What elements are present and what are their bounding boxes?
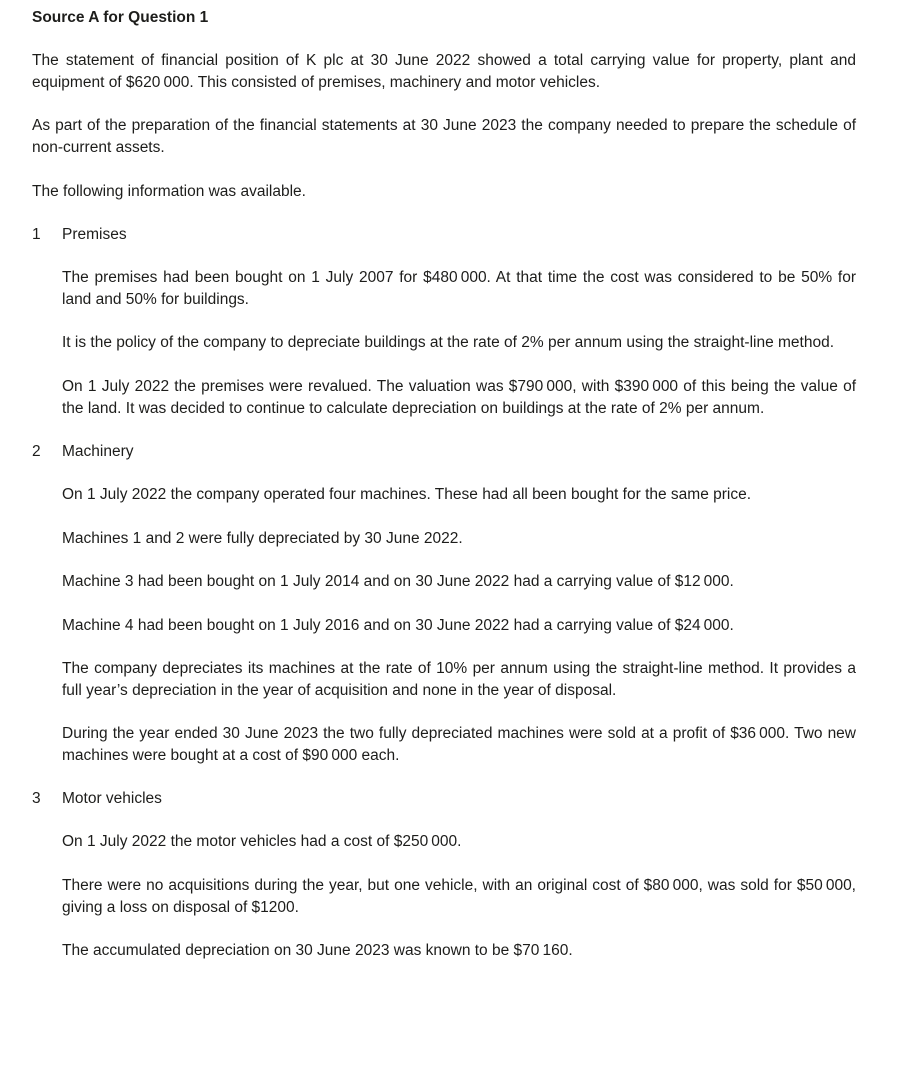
section-paragraph: Machines 1 and 2 were fully depreciated by 30 June 2022. (62, 529, 463, 547)
section-heading-row (32, 788, 856, 810)
section-heading: Machinery (62, 442, 134, 460)
section-number: 2 (32, 442, 41, 460)
intro-paragraph-2: As part of the preparation of the financial statements at 30 June 2023 the company needed to prepare the schedule of non-current assets. (32, 117, 856, 157)
document-title: Source A for Question 1 (32, 9, 209, 26)
section-paragraph: It is the policy of the company to depreciate buildings at the rate of 2% per annum using the straight-line method. (62, 334, 835, 352)
section-heading: Motor vehicles (62, 790, 162, 808)
section-paragraph: On 1 July 2022 the company operated four machines. These had all been bought for the same price. (62, 486, 752, 504)
section-paragraph: On 1 July 2022 the premises were revalued. The valuation was $790 000, with $390 000 of this being the value of the land. It was decided to continue to calculate depreciation on buildings at the rate of 2% per annum. (62, 377, 856, 417)
intro-paragraph-3: The following information was available. (32, 182, 306, 200)
section-paragraph: During the year ended 30 June 2023 the two fully depreciated machines were sold at a profit of $36 000. Two new machines were bought at a cost of $90 000 each. (62, 724, 856, 764)
section-paragraph: The accumulated depreciation on 30 June 2023 was known to be $70 160. (62, 941, 573, 959)
section-premises (32, 224, 856, 419)
section-machinery (32, 441, 856, 766)
section-heading: Premises (62, 225, 127, 243)
section-paragraph: The premises had been bought on 1 July 2007 for $480 000. At that time the cost was considered to be 50% for land and 50% for buildings. (62, 269, 856, 309)
section-paragraph: The company depreciates its machines at the rate of 10% per annum using the straight-line method. It provides a full year’s depreciation in the year of acquisition and none in the year of disposal. (62, 659, 856, 699)
intro-paragraph-1: The statement of financial position of K plc at 30 June 2022 showed a total carrying value for property, plant and equipment of $620 000. This consisted of premises, machinery and motor vehicles. (32, 52, 856, 92)
section-number: 1 (32, 225, 41, 243)
section-paragraph: There were no acquisitions during the year, but one vehicle, with an original cost of $80 000, was sold for $50 000, giving a loss on disposal of $1200. (62, 876, 856, 916)
section-heading-row (32, 441, 856, 463)
section-motor-vehicles (32, 788, 856, 962)
section-number: 3 (32, 790, 41, 808)
section-paragraph: On 1 July 2022 the motor vehicles had a cost of $250 000. (62, 833, 462, 851)
section-heading-row (32, 224, 856, 246)
section-paragraph: Machine 3 had been bought on 1 July 2014 and on 30 June 2022 had a carrying value of $12 000. (62, 573, 734, 591)
section-paragraph: Machine 4 had been bought on 1 July 2016 and on 30 June 2022 had a carrying value of $24 000. (62, 616, 734, 634)
